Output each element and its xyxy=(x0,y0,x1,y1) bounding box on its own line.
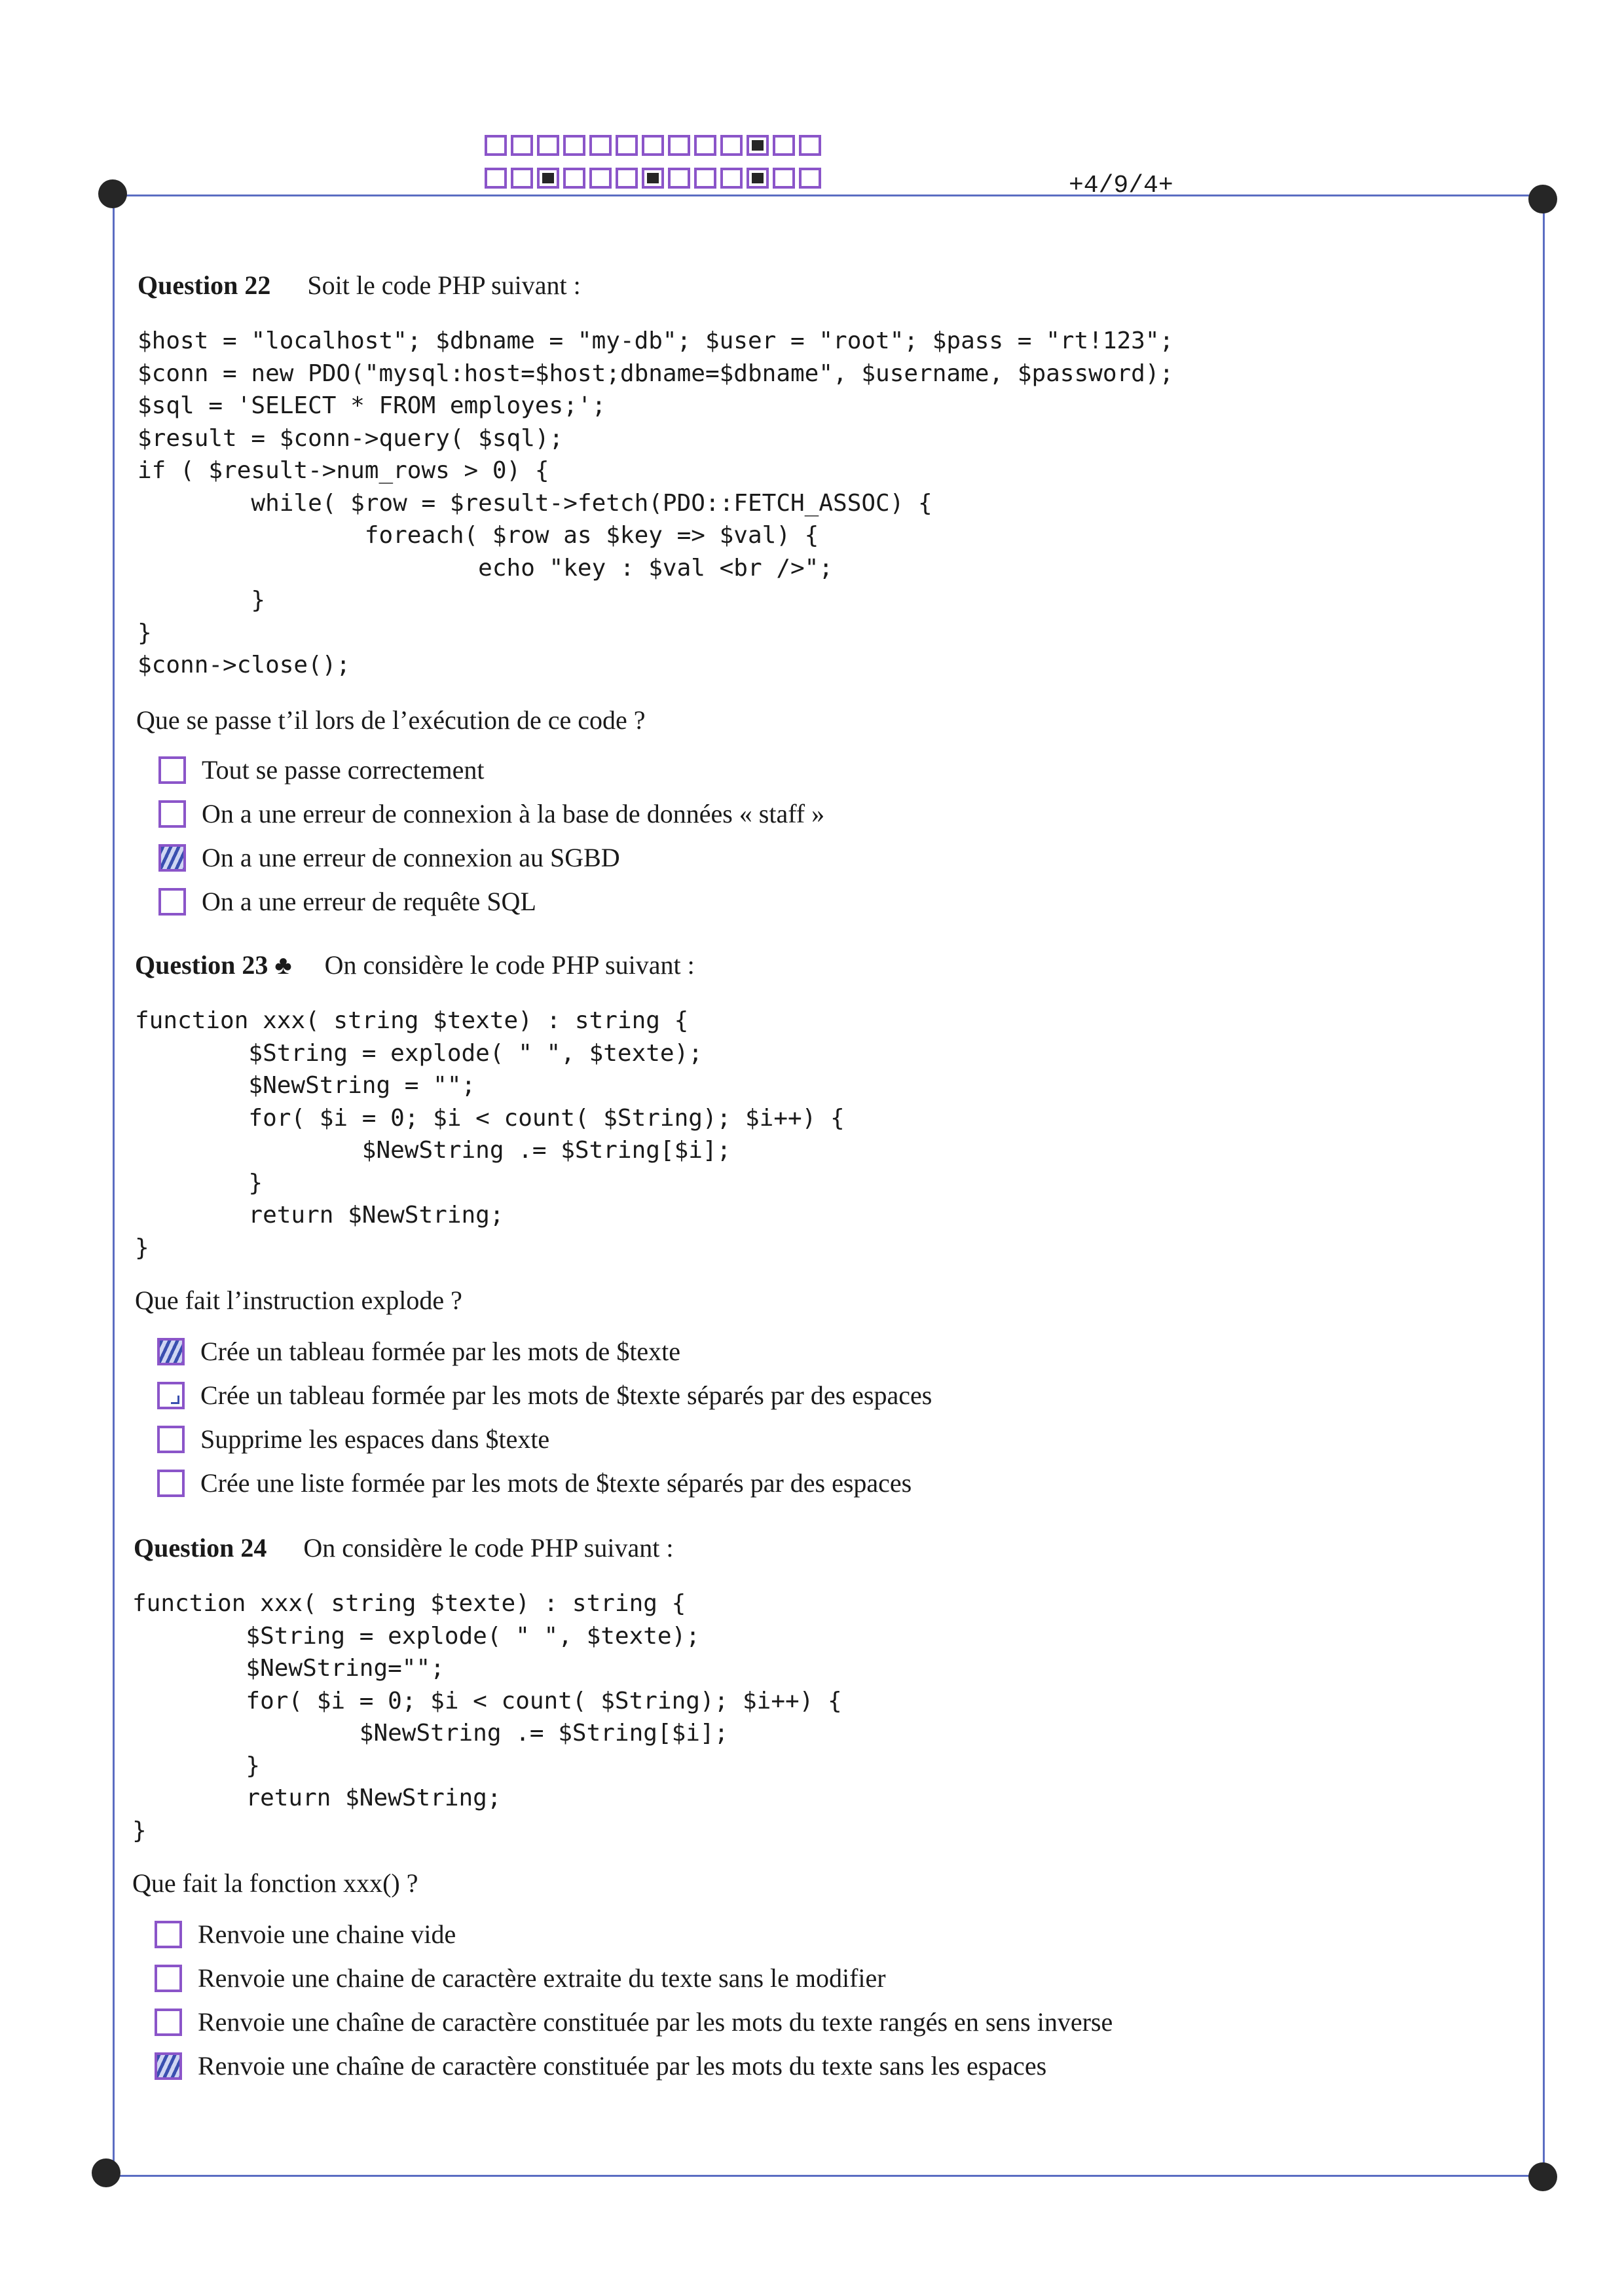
answer-checkbox[interactable] xyxy=(157,1338,185,1365)
answer-checkbox[interactable] xyxy=(155,2009,182,2036)
question-label: Question 24 xyxy=(134,1533,267,1563)
answer-option[interactable] xyxy=(158,748,824,792)
question-24-heading xyxy=(134,1532,673,1563)
code-bit xyxy=(485,135,507,156)
corner-mark-top-right xyxy=(1528,185,1557,213)
question-intro: Soit le code PHP suivant : xyxy=(307,270,581,300)
answer-option[interactable] xyxy=(155,2044,1113,2088)
code-bit xyxy=(773,168,795,189)
code-bit xyxy=(563,135,585,156)
frame-left-line xyxy=(113,194,115,2175)
code-bit xyxy=(720,135,743,156)
code-bit xyxy=(694,135,716,156)
corner-mark-top-left xyxy=(98,179,127,208)
answer-checkbox[interactable] xyxy=(155,1921,182,1948)
code-bit xyxy=(616,168,638,189)
corner-mark-bottom-left xyxy=(92,2158,120,2187)
code-bit xyxy=(642,135,664,156)
answer-option[interactable] xyxy=(155,2000,1113,2044)
code-bit xyxy=(511,168,533,189)
code-bit xyxy=(616,135,638,156)
question-23-heading xyxy=(135,950,695,980)
answer-options xyxy=(157,1329,932,1505)
code-bit xyxy=(747,135,769,156)
answer-checkbox[interactable] xyxy=(157,1426,185,1453)
answer-option[interactable] xyxy=(155,1912,1113,1956)
code-bit xyxy=(589,135,612,156)
question-prompt: Que fait l’instruction explode ? xyxy=(135,1286,462,1315)
question-intro: On considère le code PHP suivant : xyxy=(303,1533,674,1563)
code-bit xyxy=(485,168,507,189)
frame-bottom-line xyxy=(106,2175,1544,2177)
answer-checkbox[interactable] xyxy=(157,1470,185,1497)
answer-text: Renvoie une chaîne de caractère constituée par les mots du texte rangés en sens inverse xyxy=(198,2007,1113,2037)
answer-text: Tout se passe correctement xyxy=(202,755,485,785)
answer-option[interactable] xyxy=(158,836,824,880)
frame-right-line xyxy=(1543,194,1545,2175)
question-intro: On considère le code PHP suivant : xyxy=(324,950,695,980)
code-bit xyxy=(537,168,559,189)
code-bit xyxy=(589,168,612,189)
answer-checkbox[interactable] xyxy=(155,2052,182,2080)
question-label: Question 22 xyxy=(138,270,271,300)
header-code-row-2 xyxy=(485,168,825,189)
question-22-heading xyxy=(138,270,581,301)
answer-text: On a une erreur de connexion au SGBD xyxy=(202,843,620,872)
answer-text: Supprime les espaces dans $texte xyxy=(200,1424,550,1454)
answer-option[interactable] xyxy=(157,1417,932,1461)
answer-text: Renvoie une chaîne de caractère constituée par les mots du texte sans les espaces xyxy=(198,2051,1047,2081)
code-bit xyxy=(511,135,533,156)
answer-checkbox[interactable] xyxy=(158,756,186,784)
code-bit xyxy=(694,168,716,189)
answer-checkbox[interactable] xyxy=(158,844,186,872)
code-block: function xxx( string $texte) : string { $String = explode( " ", $texte); $NewString = ""; for( $i = 0; $i < count( $String); $i++) { $NewString .= $String[$i]; } return $NewString; } xyxy=(135,1007,845,1261)
code-block: function xxx( string $texte) : string { $String = explode( " ", $texte); $NewString=""; for( $i = 0; $i < count( $String); $i++) { $NewString .= $String[$i]; } return $NewString; } xyxy=(132,1590,842,1844)
code-bit xyxy=(668,135,690,156)
answer-options xyxy=(155,1912,1113,2088)
answer-text: On a une erreur de requête SQL xyxy=(202,887,536,916)
answer-option[interactable] xyxy=(157,1373,932,1417)
answer-option[interactable] xyxy=(158,880,824,923)
header-code-row-1 xyxy=(485,135,825,156)
code-bit xyxy=(642,168,664,189)
answer-text: Crée une liste formée par les mots de $texte séparés par des espaces xyxy=(200,1468,912,1498)
frame-top-line xyxy=(113,194,1544,196)
answer-text: Crée un tableau formée par les mots de $texte xyxy=(200,1337,681,1366)
code-block: $host = "localhost"; $dbname = "my-db"; $user = "root"; $pass = "rt!123"; $conn = new PDO("mysql:host=$host;dbname=$dbname", $username, $password); $sql = 'SELECT * FROM employes;'; $result = $conn->query( $sql); if ( $result->num_rows > 0) { while( $row = $result->fetch(PDO::FETCH_ASSOC) { foreach( $row as $key => $val) { echo "key : $val <br />"; } } $conn->close(); xyxy=(138,327,1174,678)
code-bit xyxy=(563,168,585,189)
answer-option[interactable] xyxy=(158,792,824,836)
answer-text: On a une erreur de connexion à la base de données « staff » xyxy=(202,799,825,828)
code-bit xyxy=(668,168,690,189)
question-label: Question 23 xyxy=(135,950,268,980)
code-bit xyxy=(720,168,743,189)
question-prompt: Que fait la fonction xxx() ? xyxy=(132,1868,418,1898)
code-bit xyxy=(799,135,821,156)
answer-option[interactable] xyxy=(157,1461,932,1505)
answer-options xyxy=(158,748,824,923)
answer-checkbox[interactable] xyxy=(158,888,186,916)
answer-option[interactable] xyxy=(155,1956,1113,2000)
code-bit xyxy=(799,168,821,189)
answer-text: Renvoie une chaine de caractère extraite du texte sans le modifier xyxy=(198,1963,886,1993)
answer-checkbox[interactable] xyxy=(157,1382,185,1409)
answer-text: Crée un tableau formée par les mots de $texte séparés par des espaces xyxy=(200,1380,932,1410)
corner-mark-bottom-right xyxy=(1528,2162,1557,2191)
answer-text: Renvoie une chaine vide xyxy=(198,1919,456,1949)
answer-checkbox[interactable] xyxy=(158,800,186,828)
club-symbol: ♣ xyxy=(274,950,292,980)
question-prompt: Que se passe t’il lors de l’exécution de ce code ? xyxy=(136,705,646,735)
answer-checkbox[interactable] xyxy=(155,1965,182,1992)
page-id: +4/9/4+ xyxy=(1069,172,1173,200)
code-bit xyxy=(747,168,769,189)
code-bit xyxy=(537,135,559,156)
answer-option[interactable] xyxy=(157,1329,932,1373)
code-bit xyxy=(773,135,795,156)
